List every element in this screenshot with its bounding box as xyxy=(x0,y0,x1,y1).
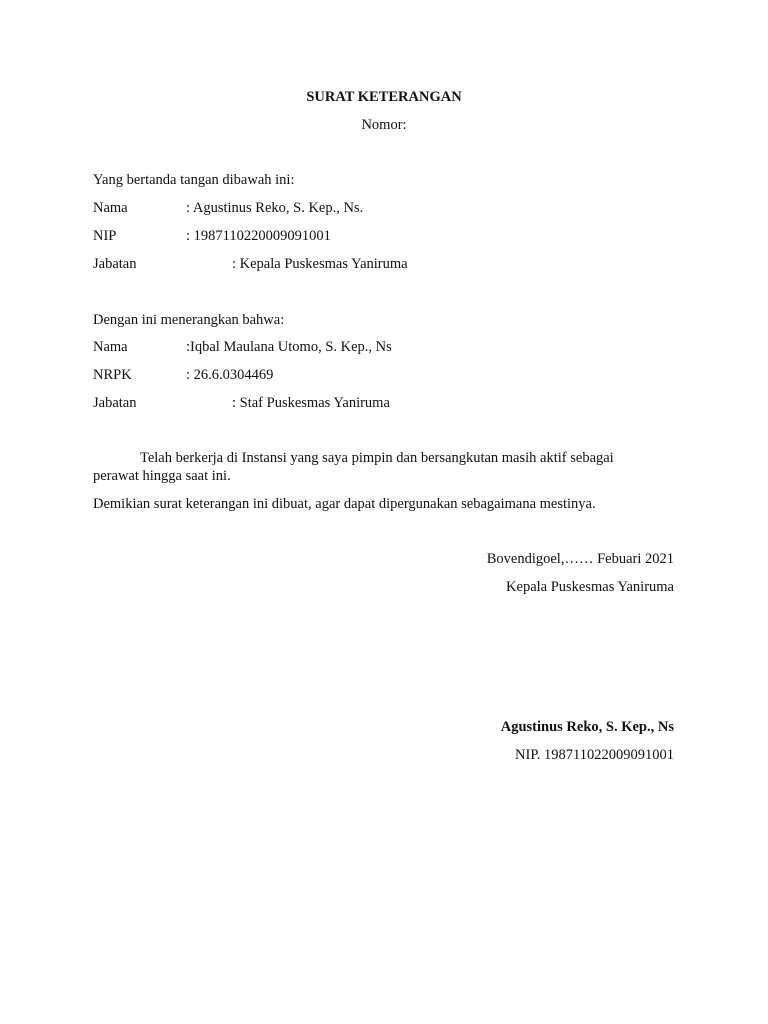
body-paragraph-1-line-1: Telah berkerja di Instansi yang saya pimpin dan bersangkutan masih aktif sebagai xyxy=(140,450,614,466)
document-title: SURAT KETERANGAN xyxy=(306,89,462,105)
signature-position: Kepala Puskesmas Yaniruma xyxy=(506,579,674,595)
signer-nip-label: NIP xyxy=(93,228,117,244)
signature-nip: NIP. 198711022009091001 xyxy=(515,747,674,763)
signer-position-label: Jabatan xyxy=(93,256,137,272)
signer-nip-value: : 1987110220009091001 xyxy=(186,228,331,244)
subject-name-label: Nama xyxy=(93,339,128,355)
document-number: Nomor: xyxy=(361,117,407,133)
subject-nrpk-label: NRPK xyxy=(93,367,132,383)
signer-intro: Yang bertanda tangan dibawah ini: xyxy=(93,172,295,188)
subject-nrpk-value: : 26.6.0304469 xyxy=(186,367,274,383)
signer-name-value: : Agustinus Reko, S. Kep., Ns. xyxy=(186,200,364,216)
signer-position-value: : Kepala Puskesmas Yaniruma xyxy=(232,256,408,272)
signature-place-date: Bovendigoel,…… Febuari 2021 xyxy=(486,551,674,567)
subject-position-label: Jabatan xyxy=(93,395,137,411)
subject-position-value: : Staf Puskesmas Yaniruma xyxy=(232,395,390,411)
signer-name-label: Nama xyxy=(93,200,128,216)
body-paragraph-2: Demikian surat keterangan ini dibuat, agar dapat dipergunakan sebagaimana mestinya. xyxy=(93,496,596,512)
body-paragraph-1-line-2: perawat hingga saat ini. xyxy=(93,468,231,484)
subject-name-value: :Iqbal Maulana Utomo, S. Kep., Ns xyxy=(186,339,392,355)
signature-name: Agustinus Reko, S. Kep., Ns xyxy=(500,719,674,735)
subject-intro: Dengan ini menerangkan bahwa: xyxy=(93,312,285,328)
